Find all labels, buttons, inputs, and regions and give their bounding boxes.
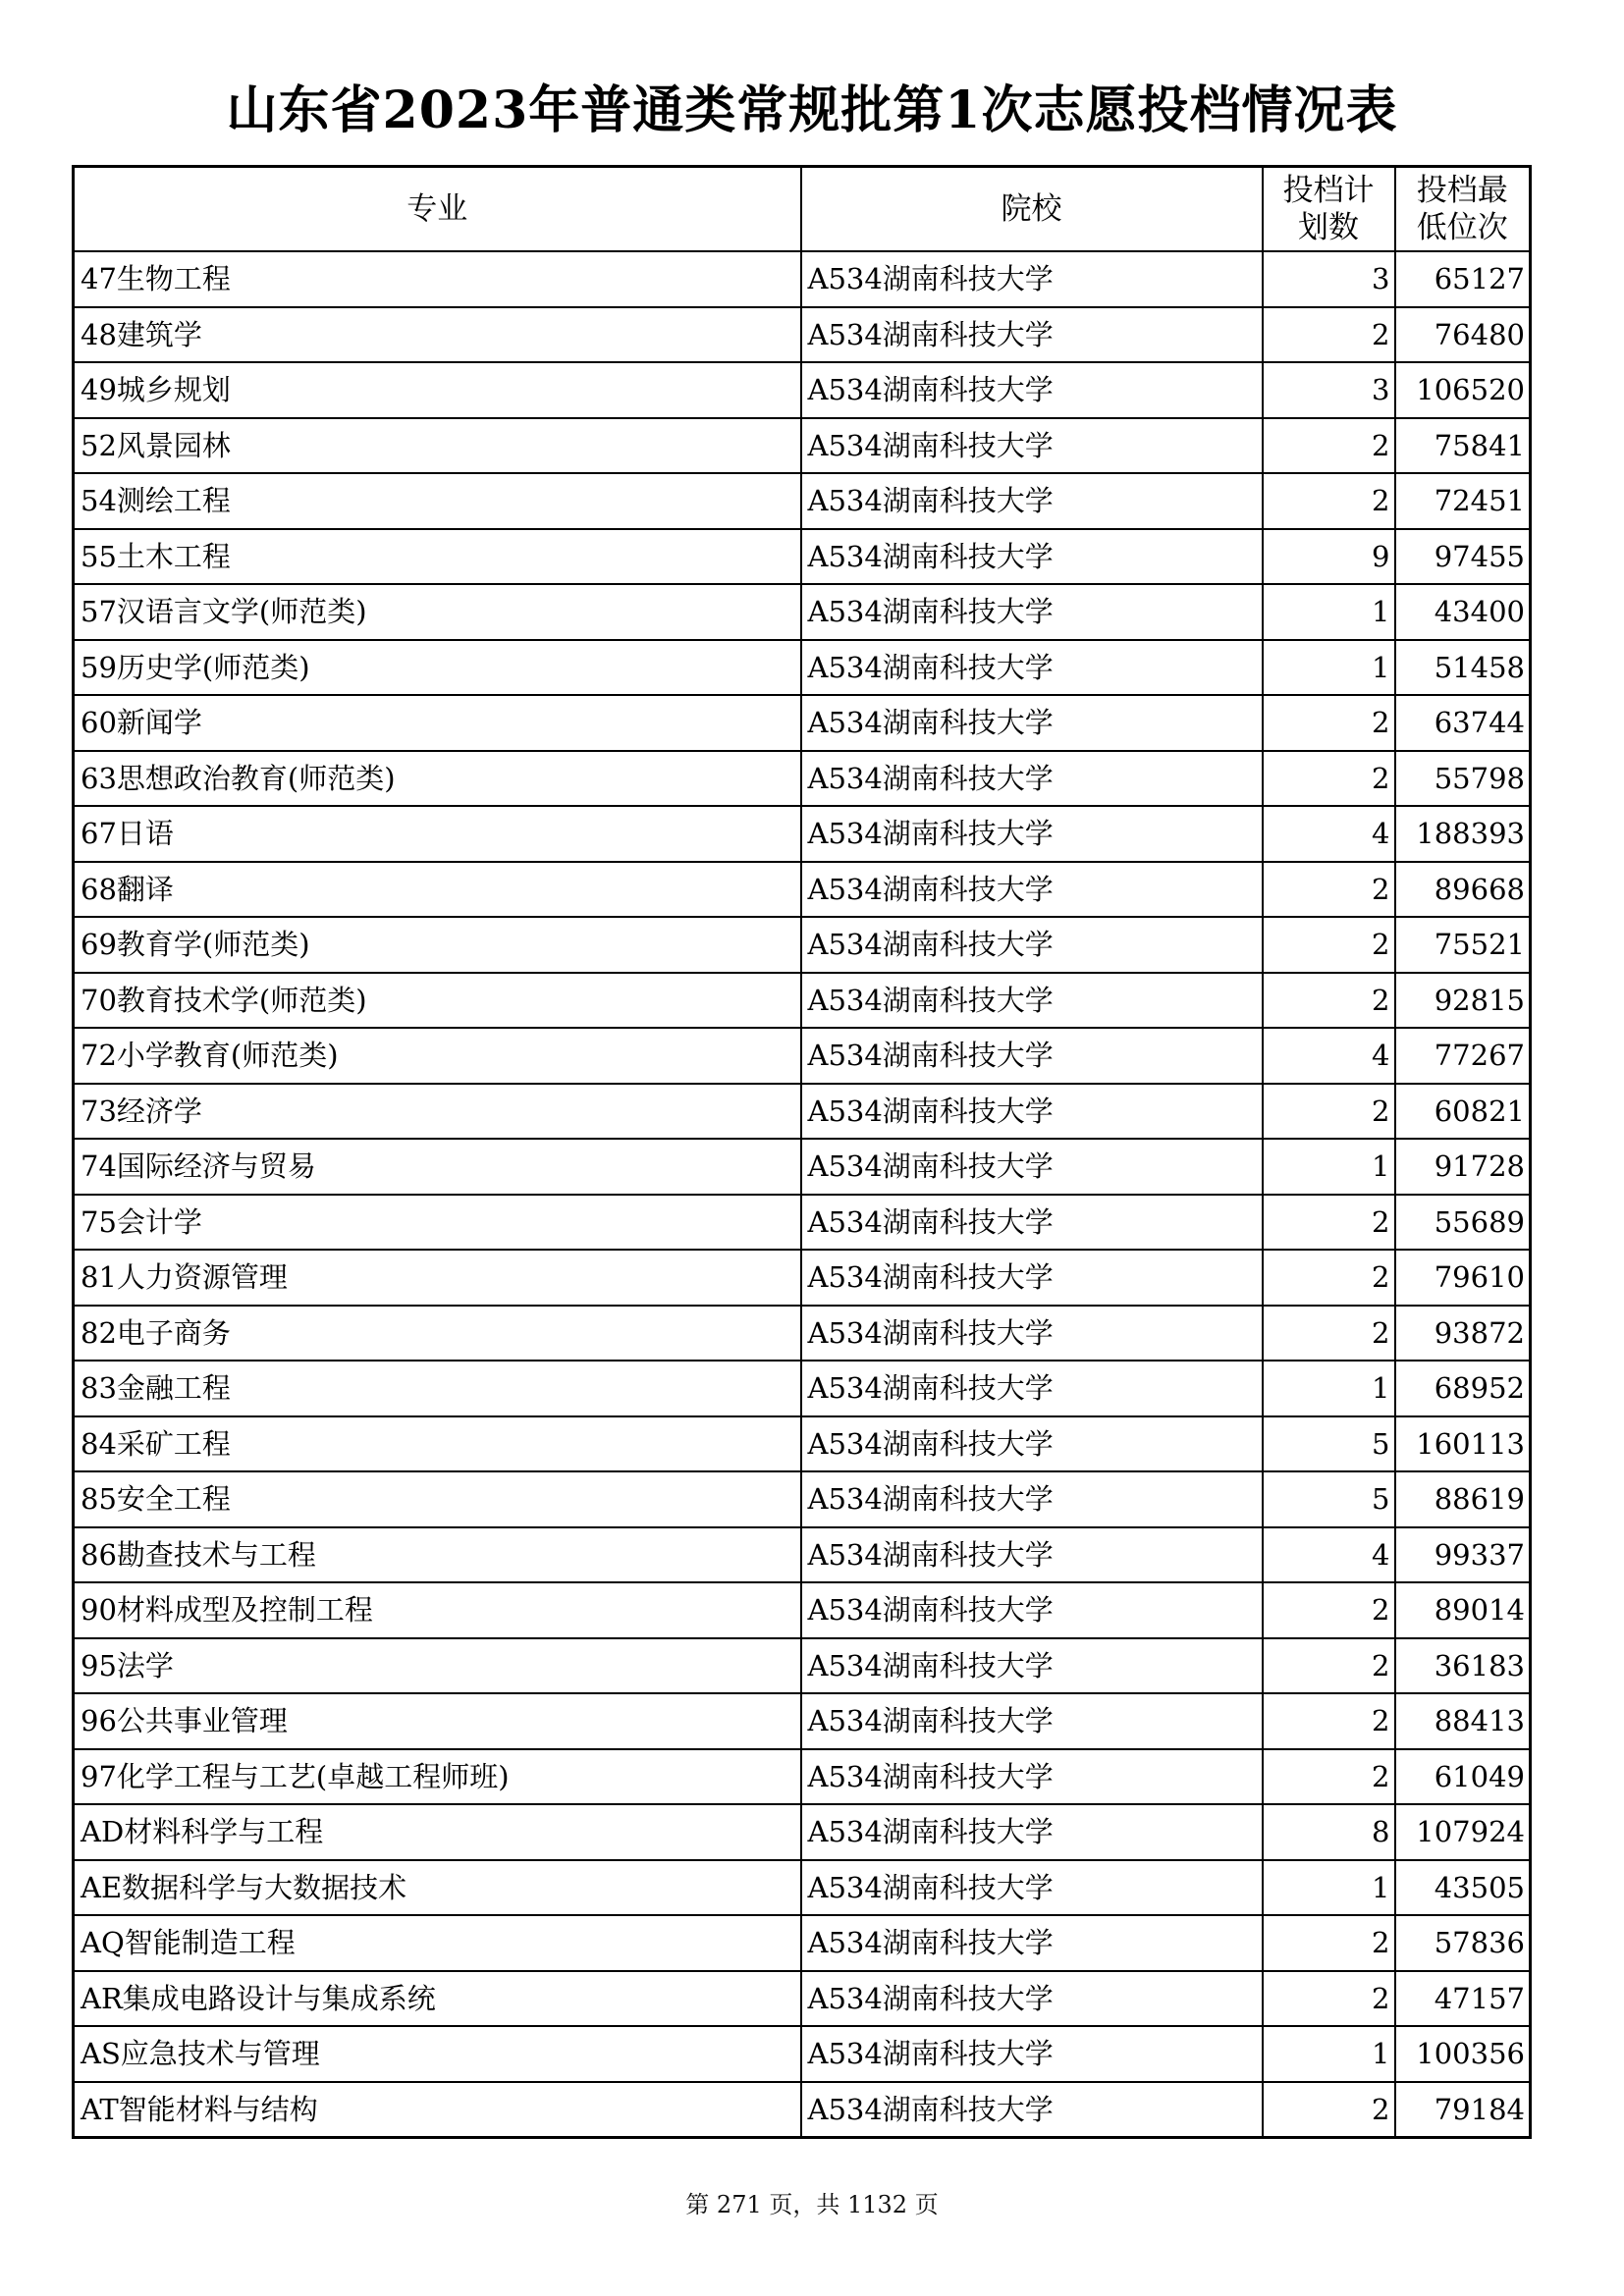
table-row bbox=[74, 251, 1531, 307]
table-row bbox=[74, 917, 1531, 973]
cell-major: AS应急技术与管理 bbox=[74, 2026, 801, 2082]
table-row bbox=[74, 418, 1531, 474]
table-row bbox=[74, 1804, 1531, 1860]
cell-school: A534湖南科技大学 bbox=[801, 751, 1263, 807]
cell-plan: 3 bbox=[1263, 251, 1395, 307]
table-row bbox=[74, 584, 1531, 640]
cell-plan: 2 bbox=[1263, 1693, 1395, 1749]
cell-rank: 107924 bbox=[1395, 1804, 1531, 1860]
table-row bbox=[74, 1250, 1531, 1306]
cell-major: 52风景园林 bbox=[74, 418, 801, 474]
table-row bbox=[74, 640, 1531, 696]
cell-plan: 2 bbox=[1263, 1582, 1395, 1638]
cell-major: 69教育学(师范类) bbox=[74, 917, 801, 973]
cell-major: 68翻译 bbox=[74, 862, 801, 918]
table-row bbox=[74, 473, 1531, 529]
cell-major: 72小学教育(师范类) bbox=[74, 1028, 801, 1084]
table-row bbox=[74, 1971, 1531, 2027]
cell-rank: 88619 bbox=[1395, 1471, 1531, 1527]
cell-rank: 43505 bbox=[1395, 1860, 1531, 1916]
cell-plan: 2 bbox=[1263, 1638, 1395, 1694]
cell-school: A534湖南科技大学 bbox=[801, 1582, 1263, 1638]
cell-plan: 5 bbox=[1263, 1471, 1395, 1527]
header-major-label: 专业 bbox=[406, 191, 468, 227]
cell-plan: 1 bbox=[1263, 640, 1395, 696]
cell-school: A534湖南科技大学 bbox=[801, 1471, 1263, 1527]
cell-rank: 89668 bbox=[1395, 862, 1531, 918]
cell-major: 81人力资源管理 bbox=[74, 1250, 801, 1306]
cell-major: 47生物工程 bbox=[74, 251, 801, 307]
table-row bbox=[74, 307, 1531, 363]
table-body bbox=[74, 251, 1531, 2137]
table-row bbox=[74, 1028, 1531, 1084]
cell-rank: 75841 bbox=[1395, 418, 1531, 474]
table-row bbox=[74, 1084, 1531, 1140]
cell-school: A534湖南科技大学 bbox=[801, 418, 1263, 474]
table-row bbox=[74, 1306, 1531, 1362]
cell-rank: 61049 bbox=[1395, 1749, 1531, 1805]
cell-rank: 57836 bbox=[1395, 1915, 1531, 1971]
cell-plan: 2 bbox=[1263, 418, 1395, 474]
cell-plan: 2 bbox=[1263, 751, 1395, 807]
cell-plan: 9 bbox=[1263, 529, 1395, 585]
cell-rank: 106520 bbox=[1395, 362, 1531, 418]
cell-rank: 79184 bbox=[1395, 2082, 1531, 2138]
cell-major: 57汉语言文学(师范类) bbox=[74, 584, 801, 640]
cell-school: A534湖南科技大学 bbox=[801, 1915, 1263, 1971]
page-footer: 第 271 页，共 1132 页 bbox=[685, 2191, 939, 2218]
cell-rank: 88413 bbox=[1395, 1693, 1531, 1749]
header-plan-line2: 划数 bbox=[1298, 210, 1359, 245]
cell-school: A534湖南科技大学 bbox=[801, 2082, 1263, 2138]
table-row bbox=[74, 1860, 1531, 1916]
cell-rank: 99337 bbox=[1395, 1527, 1531, 1583]
cell-major: 59历史学(师范类) bbox=[74, 640, 801, 696]
cell-school: A534湖南科技大学 bbox=[801, 584, 1263, 640]
cell-rank: 79610 bbox=[1395, 1250, 1531, 1306]
cell-rank: 72451 bbox=[1395, 473, 1531, 529]
cell-plan: 1 bbox=[1263, 1139, 1395, 1195]
cell-school: A534湖南科技大学 bbox=[801, 2026, 1263, 2082]
cell-major: 82电子商务 bbox=[74, 1306, 801, 1362]
cell-rank: 188393 bbox=[1395, 806, 1531, 862]
table-row bbox=[74, 529, 1531, 585]
cell-school: A534湖南科技大学 bbox=[801, 362, 1263, 418]
cell-plan: 2 bbox=[1263, 1195, 1395, 1251]
cell-school: A534湖南科技大学 bbox=[801, 973, 1263, 1029]
cell-major: 84采矿工程 bbox=[74, 1416, 801, 1472]
table-row bbox=[74, 695, 1531, 751]
cell-plan: 2 bbox=[1263, 473, 1395, 529]
header-school bbox=[801, 167, 1263, 252]
cell-school: A534湖南科技大学 bbox=[801, 1860, 1263, 1916]
cell-plan: 2 bbox=[1263, 917, 1395, 973]
cell-rank: 65127 bbox=[1395, 251, 1531, 307]
header-plan-line1: 投档计 bbox=[1282, 173, 1375, 208]
cell-school: A534湖南科技大学 bbox=[801, 1250, 1263, 1306]
cell-major: 85安全工程 bbox=[74, 1471, 801, 1527]
cell-plan: 2 bbox=[1263, 695, 1395, 751]
cell-plan: 2 bbox=[1263, 1250, 1395, 1306]
cell-major: 54测绘工程 bbox=[74, 473, 801, 529]
cell-school: A534湖南科技大学 bbox=[801, 862, 1263, 918]
cell-plan: 2 bbox=[1263, 973, 1395, 1029]
cell-major: AE数据科学与大数据技术 bbox=[74, 1860, 801, 1916]
cell-plan: 2 bbox=[1263, 2082, 1395, 2138]
cell-rank: 92815 bbox=[1395, 973, 1531, 1029]
cell-major: AR集成电路设计与集成系统 bbox=[74, 1971, 801, 2027]
admission-table bbox=[72, 165, 1532, 2139]
table-row bbox=[74, 1416, 1531, 1472]
cell-school: A534湖南科技大学 bbox=[801, 251, 1263, 307]
cell-plan: 8 bbox=[1263, 1804, 1395, 1860]
table-row bbox=[74, 1195, 1531, 1251]
table-row bbox=[74, 1527, 1531, 1583]
cell-school: A534湖南科技大学 bbox=[801, 1195, 1263, 1251]
cell-major: AQ智能制造工程 bbox=[74, 1915, 801, 1971]
table-row bbox=[74, 362, 1531, 418]
page-title: 山东省2023年普通类常规批第1次志愿投档情况表 bbox=[226, 80, 1398, 140]
table-row bbox=[74, 1749, 1531, 1805]
cell-school: A534湖南科技大学 bbox=[801, 695, 1263, 751]
cell-rank: 36183 bbox=[1395, 1638, 1531, 1694]
cell-school: A534湖南科技大学 bbox=[801, 1527, 1263, 1583]
cell-school: A534湖南科技大学 bbox=[801, 1306, 1263, 1362]
header-plan-count bbox=[1263, 167, 1395, 252]
cell-school: A534湖南科技大学 bbox=[801, 1139, 1263, 1195]
cell-school: A534湖南科技大学 bbox=[801, 473, 1263, 529]
cell-school: A534湖南科技大学 bbox=[801, 529, 1263, 585]
cell-plan: 2 bbox=[1263, 1084, 1395, 1140]
cell-major: 60新闻学 bbox=[74, 695, 801, 751]
cell-major: 75会计学 bbox=[74, 1195, 801, 1251]
cell-school: A534湖南科技大学 bbox=[801, 1693, 1263, 1749]
cell-plan: 2 bbox=[1263, 1306, 1395, 1362]
cell-rank: 97455 bbox=[1395, 529, 1531, 585]
cell-rank: 63744 bbox=[1395, 695, 1531, 751]
cell-school: A534湖南科技大学 bbox=[801, 1084, 1263, 1140]
cell-plan: 2 bbox=[1263, 1749, 1395, 1805]
cell-major: 49城乡规划 bbox=[74, 362, 801, 418]
table-row bbox=[74, 862, 1531, 918]
header-major bbox=[74, 167, 801, 252]
header-school-label: 院校 bbox=[1001, 191, 1062, 227]
header-row bbox=[74, 167, 1531, 252]
table-row bbox=[74, 1693, 1531, 1749]
cell-plan: 4 bbox=[1263, 1527, 1395, 1583]
cell-plan: 2 bbox=[1263, 1915, 1395, 1971]
cell-major: 48建筑学 bbox=[74, 307, 801, 363]
cell-rank: 75521 bbox=[1395, 917, 1531, 973]
cell-major: 95法学 bbox=[74, 1638, 801, 1694]
admission-table-container bbox=[72, 165, 1529, 2139]
table-row bbox=[74, 751, 1531, 807]
cell-major: 86勘查技术与工程 bbox=[74, 1527, 801, 1583]
cell-plan: 1 bbox=[1263, 2026, 1395, 2082]
cell-school: A534湖南科技大学 bbox=[801, 806, 1263, 862]
cell-rank: 100356 bbox=[1395, 2026, 1531, 2082]
cell-plan: 4 bbox=[1263, 806, 1395, 862]
cell-rank: 76480 bbox=[1395, 307, 1531, 363]
cell-plan: 5 bbox=[1263, 1416, 1395, 1472]
cell-school: A534湖南科技大学 bbox=[801, 307, 1263, 363]
cell-school: A534湖南科技大学 bbox=[801, 640, 1263, 696]
cell-major: 63思想政治教育(师范类) bbox=[74, 751, 801, 807]
cell-plan: 3 bbox=[1263, 362, 1395, 418]
cell-school: A534湖南科技大学 bbox=[801, 917, 1263, 973]
header-min-rank bbox=[1395, 167, 1531, 252]
header-rank-line1: 投档最 bbox=[1416, 173, 1508, 208]
table-row bbox=[74, 2082, 1531, 2138]
cell-major: 73经济学 bbox=[74, 1084, 801, 1140]
cell-rank: 160113 bbox=[1395, 1416, 1531, 1472]
cell-school: A534湖南科技大学 bbox=[801, 1749, 1263, 1805]
cell-major: 97化学工程与工艺(卓越工程师班) bbox=[74, 1749, 801, 1805]
cell-school: A534湖南科技大学 bbox=[801, 1416, 1263, 1472]
cell-major: 70教育技术学(师范类) bbox=[74, 973, 801, 1029]
cell-rank: 89014 bbox=[1395, 1582, 1531, 1638]
table-header bbox=[74, 167, 1531, 252]
cell-rank: 55798 bbox=[1395, 751, 1531, 807]
cell-rank: 68952 bbox=[1395, 1361, 1531, 1416]
cell-rank: 91728 bbox=[1395, 1139, 1531, 1195]
cell-plan: 2 bbox=[1263, 307, 1395, 363]
cell-major: 83金融工程 bbox=[74, 1361, 801, 1416]
cell-plan: 2 bbox=[1263, 862, 1395, 918]
cell-plan: 2 bbox=[1263, 1971, 1395, 2027]
table-row bbox=[74, 1139, 1531, 1195]
table-row bbox=[74, 1638, 1531, 1694]
cell-school: A534湖南科技大学 bbox=[801, 1638, 1263, 1694]
cell-major: AT智能材料与结构 bbox=[74, 2082, 801, 2138]
table-row bbox=[74, 1361, 1531, 1416]
cell-rank: 60821 bbox=[1395, 1084, 1531, 1140]
cell-major: 55土木工程 bbox=[74, 529, 801, 585]
table-row bbox=[74, 1915, 1531, 1971]
cell-rank: 77267 bbox=[1395, 1028, 1531, 1084]
cell-rank: 93872 bbox=[1395, 1306, 1531, 1362]
cell-plan: 1 bbox=[1263, 1361, 1395, 1416]
table-row bbox=[74, 806, 1531, 862]
cell-rank: 55689 bbox=[1395, 1195, 1531, 1251]
cell-major: 96公共事业管理 bbox=[74, 1693, 801, 1749]
table-row bbox=[74, 1471, 1531, 1527]
cell-rank: 51458 bbox=[1395, 640, 1531, 696]
table-row bbox=[74, 1582, 1531, 1638]
cell-school: A534湖南科技大学 bbox=[801, 1361, 1263, 1416]
cell-rank: 43400 bbox=[1395, 584, 1531, 640]
cell-school: A534湖南科技大学 bbox=[801, 1804, 1263, 1860]
cell-rank: 47157 bbox=[1395, 1971, 1531, 2027]
cell-major: 74国际经济与贸易 bbox=[74, 1139, 801, 1195]
cell-major: 67日语 bbox=[74, 806, 801, 862]
cell-major: AD材料科学与工程 bbox=[74, 1804, 801, 1860]
cell-major: 90材料成型及控制工程 bbox=[74, 1582, 801, 1638]
table-row bbox=[74, 973, 1531, 1029]
table-row bbox=[74, 2026, 1531, 2082]
cell-school: A534湖南科技大学 bbox=[801, 1028, 1263, 1084]
cell-school: A534湖南科技大学 bbox=[801, 1971, 1263, 2027]
cell-plan: 1 bbox=[1263, 1860, 1395, 1916]
header-rank-line2: 低位次 bbox=[1416, 210, 1508, 245]
cell-plan: 1 bbox=[1263, 584, 1395, 640]
cell-plan: 4 bbox=[1263, 1028, 1395, 1084]
